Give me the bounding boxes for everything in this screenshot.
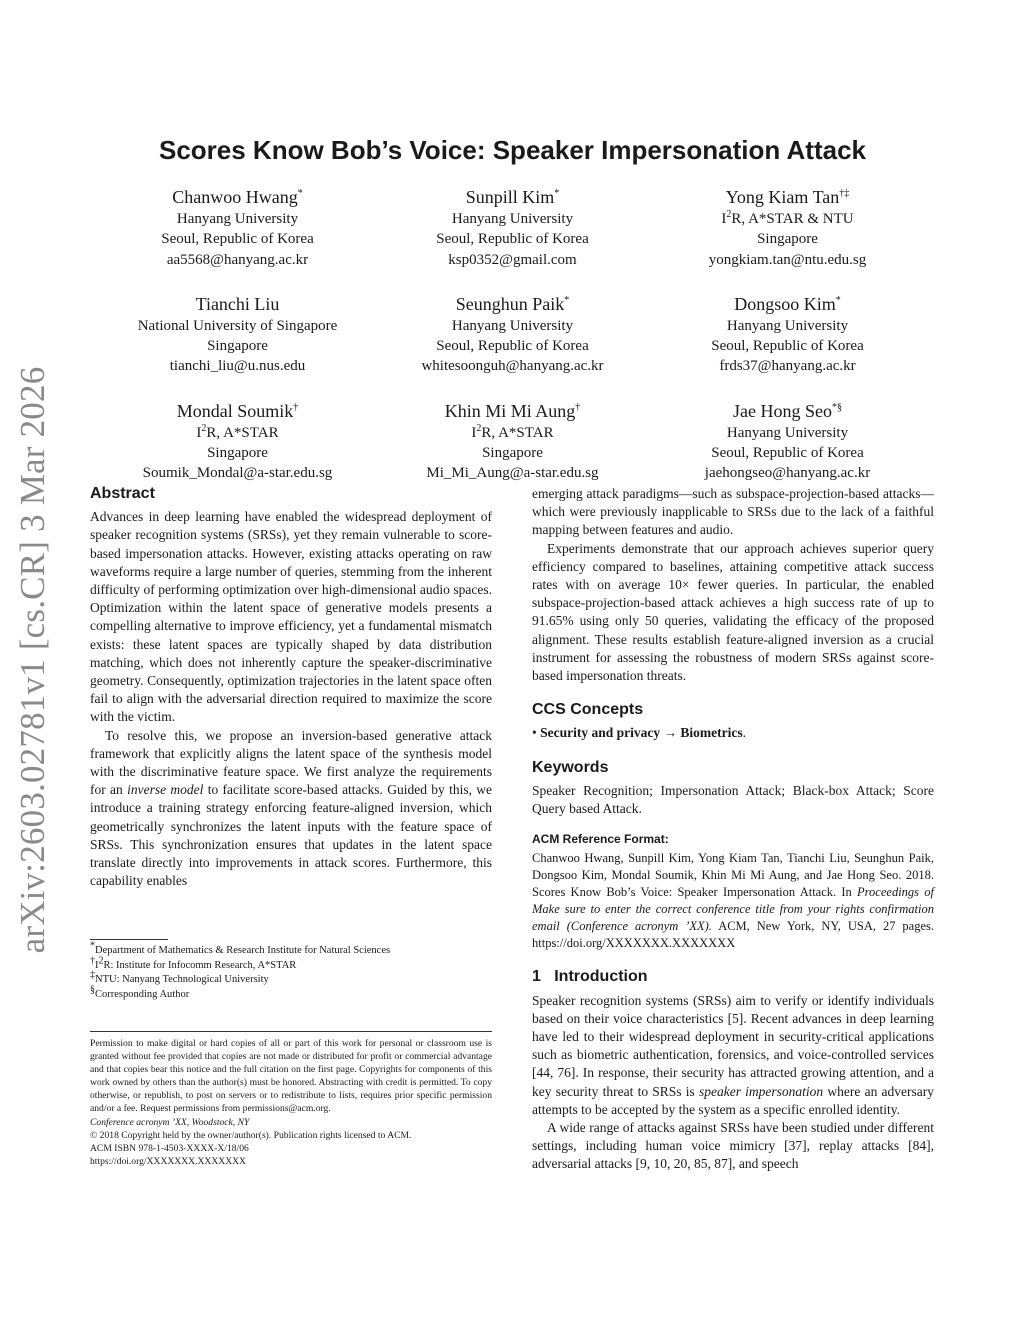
author-card [100,185,375,270]
author-card [375,292,650,377]
permission-block [90,1037,492,1168]
author-location: Singapore [207,338,268,355]
author-email: ksp0352@gmail.com [448,251,577,268]
author-name: Khin Mi Mi Aung† [444,400,581,421]
author-row [100,185,925,270]
author-location: Seoul, Republic of Korea [161,231,314,248]
abstract-paragraph: Advances in deep learning have enabled the widespread deployment of speaker recognition systems (SRSs), yet they remain vulnerable to score-based impersonation attacks. However, existing attacks operating on raw waveforms require a large number of queries, stemming from the inherent difficulty of performing optimization over high-dimensional audio spaces. Optimization within the latent space of generative models presents a compelling alternative to improve efficiency, yet a fundamental mismatch exists: these latent spaces are typically shaped by data distribution matching, which does not inherently capture the speaker-discriminative geometry. Consequently, optimization trajectories in the latent space often fail to align with the adversarial direction required to maximize the score with the victim. [90,509,492,725]
footnote: $^\dagger I^2R$: Institute for Infocomm Research, A*STAR [90,955,297,971]
acm-reference-text: Chanwoo Hwang, Sunpill Kim, Yong Kiam Tan, Tianchi Liu, Seunghun Paik, Dongsoo Kim, Mondal Soumik, Khin Mi Mi Aung, and Jae Hong Seo. 2018. Scores Know Bob’s Voice: Speaker Impersonation Attack. In Proceedings of Make sure to enter the correct conference title from your rights confirmation email (Conference acronym ’XX). ACM, New York, NY, USA, 27 pages. https://doi.org/XXXXXXX.XXXXXXX [532,851,934,951]
abstract-heading: Abstract [90,485,155,502]
footnote: ‡NTU: Nanyang Technological University [90,969,269,985]
author-name: Tianchi Liu [195,293,280,314]
author-row [100,399,925,484]
introduction-heading: 1 Introduction [532,968,648,986]
author-affiliation: Hanyang University [176,211,299,227]
author-location: Seoul, Republic of Korea [711,338,864,355]
author-email: yongkiam.tan@ntu.edu.sg [708,251,867,268]
footnote: §Corresponding Author [90,984,190,1000]
author-location: Singapore [757,231,818,248]
author-affiliation: $I^2R$, A*STAR [471,422,554,441]
author-email: tianchi_liu@u.nus.edu [169,358,306,375]
author-location: Seoul, Republic of Korea [436,338,589,355]
permission-text: Permission to make digital or hard copies of all or part of this work for personal or classroom use is granted without fee provided that copies are not made or distributed for profit or commercial advantage and that copies bear this notice and the full citation on the first page. Copyrights for components of this work owned by others than the author(s) must be honored. Abstracting with credit is permitted. To copy otherwise, or republish, to post on servers or to redistribute to lists, requires prior specific permission and/or a fee. Request permissions from permissions@acm.org. [90,1038,492,1115]
abstract-paragraph: Experiments demonstrate that our approach achieves superior query efficiency compared to baselines, attaining competitive attack success rates with on average 10× fewer queries. In particular, the enabled subspace-projection-based attack achieves a high success rate of up to 91.65% using only 50 queries, validating the efficacy of the proposed alignment. These results establish feature-aligned inversion as a crucial instrument for assessing the robustness of modern SRSs against score-based impersonation threats. [532,540,934,684]
author-affiliation: Hanyang University [451,317,574,334]
ccs-concepts: • Security and privacy → Biometrics. [532,725,746,741]
author-email: whitesoonguh@hanyang.ac.kr [421,358,604,375]
author-card [650,185,925,270]
author-name: Mondal Soumik† [176,400,299,421]
author-email: jaehongseo@hanyang.ac.kr [704,465,871,482]
author-location: Seoul, Republic of Korea [711,445,864,462]
paper-title: Scores Know Bob’s Voice: Speaker Impersonation Attack [158,135,866,165]
author-name: Seunghun Paik* [455,293,570,314]
keywords-text: Speaker Recognition; Impersonation Attack; Black-box Attack; Score Query based Attack. [532,782,934,817]
author-location: Seoul, Republic of Korea [436,231,589,248]
acm-reference-heading: ACM Reference Format: [532,832,669,847]
copyright-line: © 2018 Copyright held by the owner/author(s). Publication rights licensed to ACM. [90,1129,412,1141]
author-card [650,292,925,377]
author-affiliation: Hanyang University [726,317,849,334]
author-card [100,399,375,484]
footnotes [90,940,490,1002]
author-affiliation: $I^2R$, A*STAR [196,422,279,441]
intro-paragraph: Speaker recognition systems (SRSs) aim to verify or identify individuals based on their voice characteristics [5]. Recent advances in deep learning have led to their widespread deployment in security-critical applications such as biometric authentication, forensics, and voice-controlled services [44, 76]. In response, their security has attracted growing attention, and a key security threat to SRSs is speaker impersonation where an adversary attempts to be accepted by the system as a specific enrolled identity. [532,992,934,1117]
author-affiliation: National University of Singapore [137,317,338,334]
keywords-heading: Keywords [532,758,609,776]
author-block [100,185,925,506]
author-location: Singapore [482,445,543,462]
footnote: *Department of Mathematics & Research Institute for Natural Sciences [90,940,391,956]
author-affiliation: $I^2R$, A*STAR & NTU [721,209,854,227]
left-column [90,485,492,890]
right-column [532,485,934,1174]
author-name: Yong Kiam Tan†‡ [725,187,850,207]
author-row [100,292,925,377]
author-email: frds37@hanyang.ac.kr [719,358,856,375]
abstract-paragraph: To resolve this, we propose an inversion-based generative attack framework that explicitly aligns the latent space of the synthesis model with the discriminative feature space. We first analyze the requirements for an inverse model to facilitate score-based attacks. Guided by this, we introduce a training strategy enforcing feature-aligned inversion, which geometrically synchronizes the latent inputs with the feature space of SRSs. This synchronization ensures that updates in the latent space translate directly into improvements in attack scores. Furthermore, this capability enables [90,727,493,889]
author-card [375,185,650,270]
author-email: aa5568@hanyang.ac.kr [166,251,309,268]
intro-paragraph: A wide range of attacks against SRSs have been studied under different settings, including human voice mimicry [37], replay attacks [84], adversarial attacks [9, 10, 20, 85, 87], and speech [532,1120,934,1172]
author-card [375,399,650,484]
author-affiliation: Hanyang University [726,424,849,441]
author-name: Dongsoo Kim* [734,293,841,314]
abstract-paragraph: emerging attack paradigms—such as subspace-projection-based attacks—which were previously inapplicable to SRSs due to the lack of a faithful mapping between features and audio. [532,486,934,538]
footnote-rule [90,939,168,940]
author-name: Sunpill Kim* [465,187,560,207]
author-name: Jae Hong Seo*§ [733,400,842,421]
ccs-heading: CCS Concepts [532,701,644,719]
permission-rule [90,1031,492,1032]
arxiv-stamp-text: arXiv:2603.02781v1 [cs.CR] 3 Mar 2026 [13,366,52,954]
doi-line: https://doi.org/XXXXXXX.XXXXXXX [90,1155,246,1167]
author-email: Soumik_Mondal@a-star.edu.sg [142,465,333,482]
isbn-line: ACM ISBN 978-1-4503-XXXX-X/18/06 [90,1142,249,1154]
arxiv-stamp [10,366,56,954]
author-card [100,292,375,377]
author-email: Mi_Mi_Aung@a-star.edu.sg [426,465,599,482]
author-card [650,399,925,484]
author-name: Chanwoo Hwang* [172,187,303,207]
author-affiliation: Hanyang University [451,211,574,227]
author-location: Singapore [207,445,268,462]
conference-line: Conference acronym ’XX, Woodstock, NY [90,1116,250,1128]
